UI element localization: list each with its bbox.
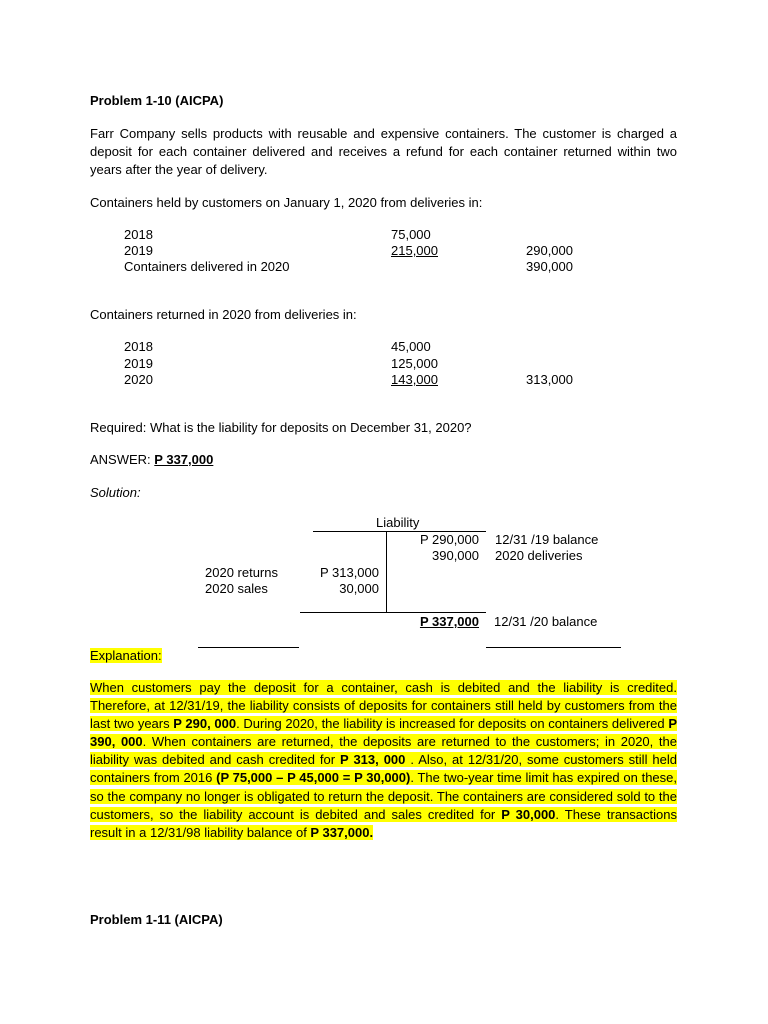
t-ending-label: 12/31 /20 balance [494,614,598,629]
answer-value: P 337,000 [154,452,214,467]
solution-label: Solution: [90,485,141,500]
returned-row-label: 2019 [124,356,153,371]
explanation-text: When customers pay the deposit for a container, cash is debited and the liability is credited. Therefore, at 12/31/19, the liability consists of deposits for containers still held by customers from the last two years [90,680,677,732]
t-account-center-rule [386,532,387,612]
required-question: Required: What is the liability for deposits on December 31, 2020? [90,420,472,435]
t-account-left-underline [198,647,299,648]
explanation-paragraph [90,679,677,842]
explanation-amount: P 390, 000 [90,716,677,750]
held-row-label: 2019 [124,243,153,258]
t-account-right-underline [486,647,621,648]
explanation-label [90,647,162,665]
t-credit-label: 2020 deliveries [495,548,583,563]
held-heading: Containers held by customers on January 1, 2020 from deliveries in: [90,195,483,210]
explanation-text: . When containers are returned, the deposits are returned to the customers; in 2020, the liability was debited and cash credited for [90,734,677,768]
held-row-label: Containers delivered in 2020 [124,259,290,274]
intro-paragraph: Farr Company sells products with reusable and expensive containers. The customer is charged a deposit for each container delivered and receives a refund for each container returned within two years after the year of delivery. [90,126,677,177]
explanation-label-text: Explanation: [90,648,162,663]
answer-line [90,451,213,469]
held-row-amount: 215,000 [391,243,438,258]
held-row-label: 2018 [124,227,153,242]
held-row-amount: 75,000 [391,227,431,242]
explanation-text: . Also, at 12/31/20, some customers still held containers from 2016 [90,752,677,786]
explanation-amount: P 313, 000 [340,752,406,768]
returned-row-label: 2020 [124,372,153,387]
answer-label: ANSWER: [90,452,151,467]
t-credit-label: 12/31 /19 balance [495,532,599,547]
held-row-total: 290,000 [526,243,573,258]
t-credit-amount: 390,000 [432,548,479,563]
explanation-text: . These transactions result in a 12/31/98 liability balance of [90,806,677,840]
explanation-text: . The two-year time limit has expired on these, so the company no longer is obligated to return the deposit. The containers are considered sold to the customers, so the liability account is debited and sales credited for [90,770,677,822]
returned-row-total: 313,000 [526,372,573,387]
explanation-amount: P 30,000 [501,806,556,822]
explanation-amount: P 337,000. [310,824,374,840]
explanation-text: . During 2020, the liability is increased for deposits on containers delivered [236,716,669,732]
problem-title: Problem 1-10 (AICPA) [90,93,224,108]
explanation-amount: (P 75,000 – P 45,000 = P 30,000) [216,770,411,786]
t-credit-amount: P 290,000 [419,532,479,547]
returned-row-amount: 143,000 [391,372,438,387]
explanation-amount: P 290, 000 [173,716,237,732]
t-debit-label: 2020 sales [205,581,268,596]
returned-heading: Containers returned in 2020 from deliveries in: [90,307,357,322]
returned-row-amount: 45,000 [391,339,431,354]
returned-row-label: 2018 [124,339,153,354]
returned-row-amount: 125,000 [391,356,438,371]
t-ending-balance: P 337,000 [419,614,479,629]
held-row-total: 390,000 [526,259,573,274]
t-account-title: Liability [376,515,420,530]
t-debit-amount: P 313,000 [319,565,379,580]
t-debit-amount: 30,000 [339,581,379,596]
t-debit-label: 2020 returns [205,565,278,580]
next-problem-title: Problem 1-11 (AICPA) [90,912,223,927]
